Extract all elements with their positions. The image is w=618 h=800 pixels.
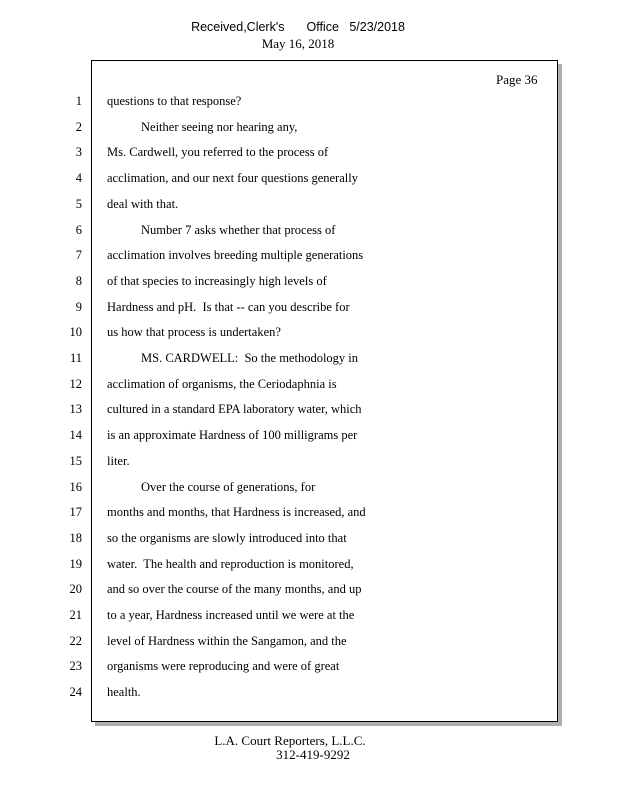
line-number: 16 [69,479,82,494]
transcript-line: Ms. Cardwell, you referred to the process of [107,145,329,160]
line-number: 18 [69,530,82,545]
received-stamp [0,20,596,34]
transcript-line: acclimation, and our next four questions generally [107,171,358,186]
transcript-line: questions to that response? [107,94,242,108]
stamp-received: Received,Clerk's [191,20,285,34]
transcript-line: acclimation involves breeding multiple generations [107,248,364,263]
line-number: 15 [69,453,82,468]
footer-phone: 312-419-9292 [276,747,350,762]
line-number: 21 [69,608,82,622]
transcript-line: us how that process is undertaken? [107,325,281,340]
transcript-line: organisms were reproducing and were of great [107,659,340,674]
transcript-line: Neither seeing nor hearing any, [141,119,298,134]
transcript-line: Over the course of generations, for [141,479,316,494]
footer-company: L.A. Court Reporters, L.L.C. [214,733,366,748]
line-number: 3 [75,145,82,160]
transcript-line: Number 7 asks whether that process of [141,222,336,237]
line-number: 10 [69,325,82,340]
transcript-line: water. The health and reproduction is monitored, [107,556,354,571]
line-number: 13 [69,402,82,417]
line-number: 17 [69,505,82,520]
line-number: 23 [69,659,82,674]
line-number: 14 [69,428,82,443]
line-number: 2 [75,119,82,134]
transcript-line: deal with that. [107,196,179,211]
line-number: 9 [75,299,82,314]
line-number: 19 [69,556,82,571]
transcript-line: Hardness and pH. Is that -- can you describe for [107,299,350,314]
transcript-line: is an approximate Hardness of 100 milligrams per [107,428,358,443]
transcript-line: of that species to increasingly high levels of [107,273,327,288]
line-number: 7 [75,248,82,263]
transcript-line: liter. [107,453,130,468]
transcript-line: so the organisms are slowly introduced into that [107,530,347,545]
line-number: 12 [69,376,82,391]
line-number: 20 [69,582,82,597]
line-number: 5 [75,196,82,211]
transcript-line: months and months, that Hardness is increased, and [107,505,366,520]
transcript-line: cultured in a standard EPA laboratory water, which [107,402,362,417]
line-number: 22 [69,633,82,648]
stamp-office: Office [306,20,339,34]
stamp-date: 5/23/2018 [349,20,405,34]
line-number: 4 [75,171,82,186]
line-number: 11 [69,351,82,365]
line-number: 1 [75,94,82,108]
transcript-line: level of Hardness within the Sangamon, and the [107,633,347,648]
transcript-line: to a year, Hardness increased until we were at the [107,608,355,622]
line-number: 6 [75,222,82,237]
transcript-line: health. [107,685,141,700]
line-number: 8 [75,273,82,288]
line-number: 24 [69,685,82,700]
header-date: May 16, 2018 [261,36,335,51]
transcript-line: and so over the course of the many months, and up [107,582,362,597]
page-number: Page 36 [496,72,538,87]
transcript-line: MS. CARDWELL: So the methodology in [141,351,359,365]
transcript-line: acclimation of organisms, the Ceriodaphnia is [107,376,337,391]
